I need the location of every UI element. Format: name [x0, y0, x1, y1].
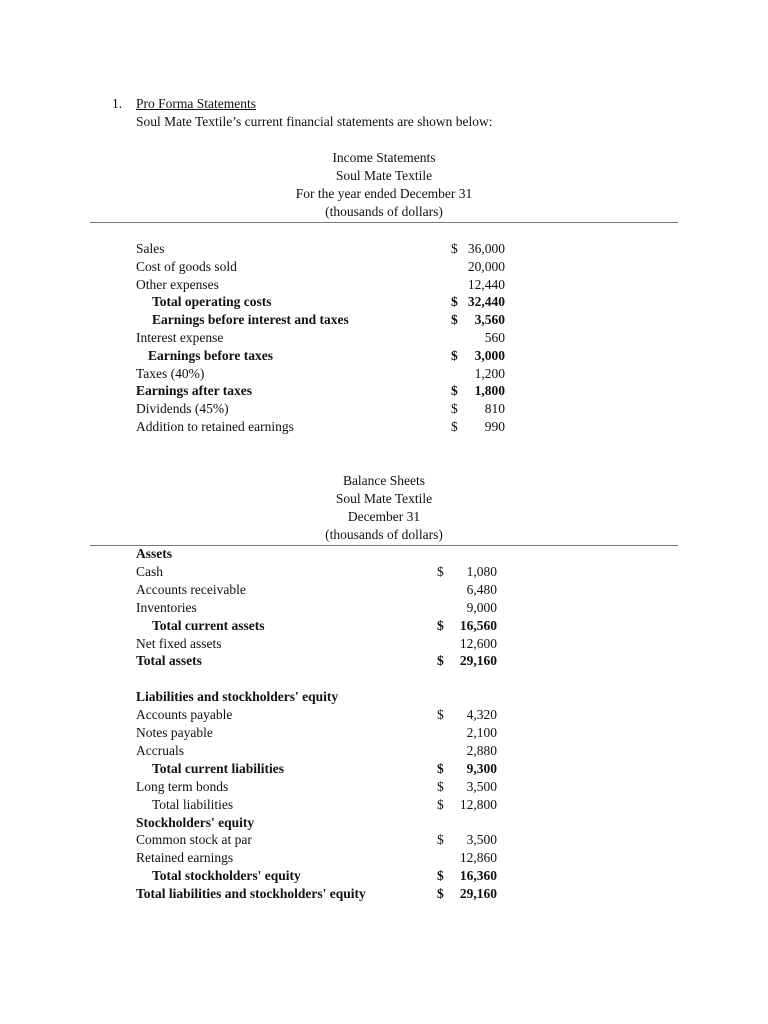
- balance-date: December 31: [347, 509, 421, 524]
- dollar-sign: $: [437, 707, 444, 723]
- dollar-sign: $: [437, 653, 444, 669]
- balance-row: [0, 652, 768, 670]
- balance-row: [0, 885, 768, 903]
- income-row: [0, 293, 768, 311]
- dollar-sign: $: [437, 617, 444, 633]
- dollar-sign: $: [451, 401, 458, 417]
- balance-row: [0, 796, 768, 814]
- income-row: [0, 276, 768, 294]
- amount: 36,000: [467, 241, 505, 256]
- income-period: For the year ended December 31: [295, 186, 473, 201]
- section-title: Pro Forma Statements: [136, 96, 256, 111]
- income-row-label: Earnings after taxes: [136, 383, 252, 399]
- balance-row-value: 3,500: [466, 832, 497, 848]
- balance-row-value: 4,320: [466, 707, 497, 723]
- balance-row-label: Long term bonds: [136, 778, 229, 794]
- balance-row: [0, 670, 768, 688]
- balance-row-value: 12,860: [459, 850, 497, 866]
- balance-row: [0, 760, 768, 778]
- balance-row: [0, 688, 768, 706]
- income-row-label: Interest expense: [136, 330, 224, 345]
- amount: 1,800: [474, 383, 505, 399]
- balance-row-value: 9,300: [466, 760, 497, 776]
- dollar-sign: $: [437, 832, 444, 848]
- income-company: Soul Mate Textile: [335, 168, 433, 183]
- balance-row: [0, 635, 768, 653]
- balance-row-label: Total liabilities and stockholders' equity: [136, 886, 366, 902]
- balance-row-value: 12,600: [459, 635, 497, 651]
- balance-row: [0, 581, 768, 599]
- balance-row-label: Total current assets: [152, 617, 265, 633]
- income-row: [0, 418, 768, 436]
- income-row-label: Total operating costs: [152, 294, 272, 310]
- income-row-label: Cost of goods sold: [136, 258, 237, 274]
- intro-text: Soul Mate Textile’s current financial statements are shown below:: [136, 114, 493, 129]
- balance-row-label: Stockholders' equity: [136, 814, 255, 830]
- balance-row-label: Accruals: [136, 742, 184, 758]
- dollar-sign: $: [451, 294, 458, 310]
- income-row: [0, 240, 768, 258]
- balance-row: [0, 724, 768, 742]
- dollar-sign: $: [451, 241, 458, 256]
- balance-row: [0, 831, 768, 849]
- balance-company: Soul Mate Textile: [335, 491, 433, 506]
- balance-row-value: 2,880: [466, 742, 497, 758]
- balance-row-label: Retained earnings: [136, 850, 234, 866]
- balance-row-value: 2,100: [466, 725, 497, 740]
- amount: 32,440: [467, 294, 505, 310]
- dollar-sign: $: [437, 868, 444, 884]
- balance-row-label: Net fixed assets: [136, 635, 222, 651]
- balance-row-label: Assets: [136, 546, 172, 561]
- income-row-label: Other expenses: [136, 276, 219, 292]
- income-title: Income Statements: [332, 150, 436, 165]
- balance-row-label: Accounts receivable: [136, 581, 246, 597]
- balance-row: [0, 545, 768, 563]
- balance-row-label: Inventories: [136, 599, 197, 615]
- income-row-label: Earnings before interest and taxes: [152, 312, 349, 328]
- balance-row: [0, 742, 768, 760]
- income-row-value: 1,200: [474, 365, 505, 381]
- balance-row-label: Liabilities and stockholders' equity: [136, 689, 339, 705]
- income-divider: [90, 222, 678, 223]
- amount: 990: [484, 419, 505, 434]
- dollar-sign: $: [437, 563, 444, 579]
- balance-row-label: Total current liabilities: [152, 760, 285, 776]
- income-row: [0, 258, 768, 276]
- balance-row-label: Notes payable: [136, 725, 213, 740]
- balance-row-value: 6,480: [466, 581, 497, 597]
- balance-row-value: 3,500: [466, 778, 497, 794]
- income-row-label: Sales: [136, 241, 165, 256]
- balance-row-value: 1,080: [466, 563, 497, 579]
- income-row-value: 560: [484, 330, 505, 345]
- dollar-sign: $: [437, 796, 444, 812]
- balance-row: [0, 706, 768, 724]
- amount: 3,560: [474, 312, 505, 328]
- income-row: [0, 400, 768, 418]
- dollar-sign: $: [451, 347, 458, 363]
- balance-row-label: Total stockholders' equity: [152, 868, 301, 884]
- income-units: (thousands of dollars): [325, 204, 443, 219]
- balance-row-label: Cash: [136, 563, 163, 579]
- balance-title: Balance Sheets: [342, 473, 426, 488]
- balance-row-value: 29,160: [459, 653, 497, 669]
- balance-row: [0, 599, 768, 617]
- balance-row-label: Total liabilities: [152, 796, 234, 812]
- balance-row: [0, 867, 768, 885]
- income-row: [0, 347, 768, 365]
- balance-row: [0, 849, 768, 867]
- balance-row-label: Common stock at par: [136, 832, 252, 848]
- question-number: 1.: [112, 96, 123, 111]
- dollar-sign: $: [451, 312, 458, 328]
- dollar-sign: $: [451, 419, 458, 434]
- balance-row: [0, 778, 768, 796]
- balance-row-value: 16,360: [459, 868, 497, 884]
- income-row: [0, 311, 768, 329]
- income-row-value: 12,440: [467, 276, 505, 292]
- balance-row-label: Accounts payable: [136, 707, 233, 723]
- balance-units: (thousands of dollars): [325, 527, 443, 542]
- income-row: [0, 382, 768, 400]
- income-row: [0, 329, 768, 347]
- balance-row-value: 12,800: [459, 796, 497, 812]
- amount: 810: [484, 401, 505, 417]
- dollar-sign: $: [451, 383, 458, 399]
- income-row-label: Dividends (45%): [136, 401, 229, 417]
- balance-row: [0, 563, 768, 581]
- balance-row-value: 9,000: [466, 599, 497, 615]
- balance-row-value: 29,160: [459, 886, 497, 902]
- balance-row-value: 16,560: [459, 617, 497, 633]
- income-row-label: Taxes (40%): [136, 365, 205, 381]
- dollar-sign: $: [437, 886, 444, 902]
- balance-row-label: Total assets: [136, 653, 202, 669]
- balance-row: [0, 617, 768, 635]
- dollar-sign: $: [437, 778, 444, 794]
- dollar-sign: $: [437, 760, 444, 776]
- balance-row: [0, 814, 768, 832]
- income-row: [0, 365, 768, 383]
- income-row-label: Earnings before taxes: [148, 347, 273, 363]
- income-row-label: Addition to retained earnings: [136, 419, 294, 434]
- amount: 3,000: [474, 347, 505, 363]
- income-row-value: 20,000: [467, 258, 505, 274]
